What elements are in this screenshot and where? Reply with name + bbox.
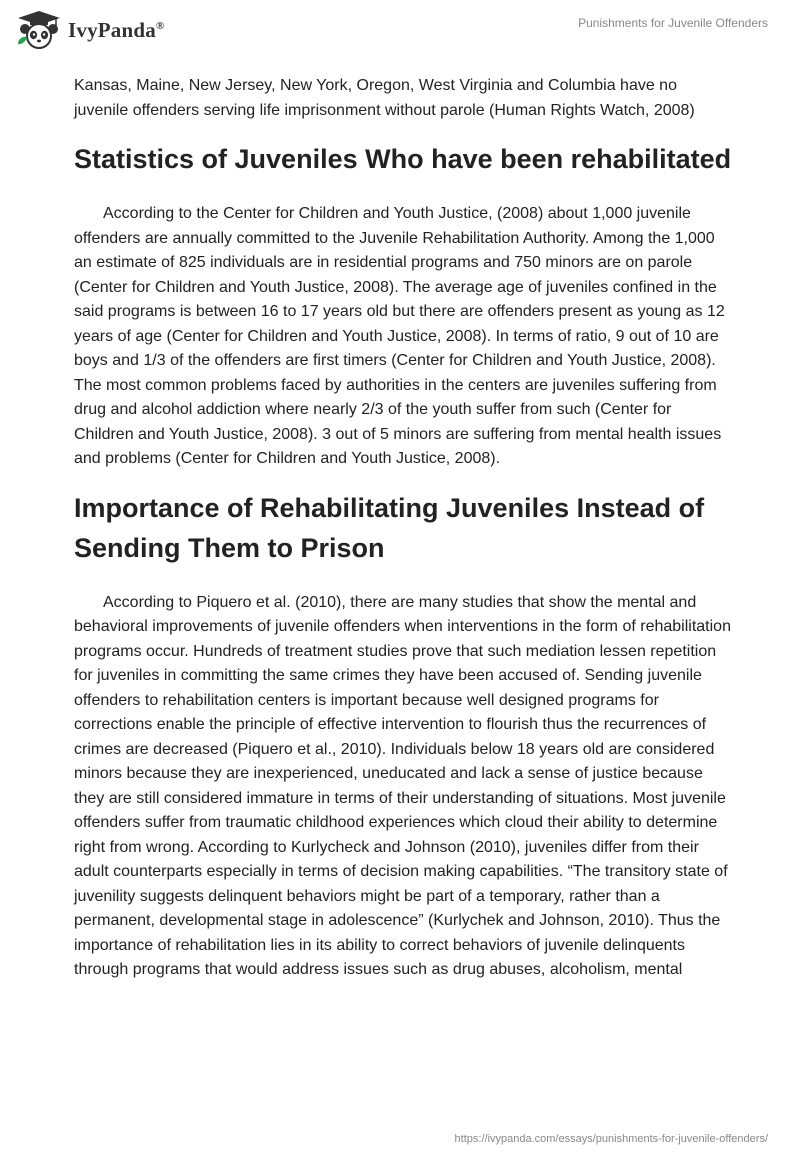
statistics-paragraph: According to the Center for Children and Youth Justice, (2008) about 1,000 juvenile offenders are annually committed to the Juvenile Rehabilitation Authority. Among the 1,000 an estimate of 825 individuals are in residential programs and 750 minors are on parole (Center for Children and Youth Justice, 2008). The average age of juveniles confined in the said programs is between 16 to 17 years old but there are offenders present as young as 12 years of age (Center for Children and Youth Justice, 2008). In terms of ratio, 9 out of 10 are boys and 1/3 of the offenders are first timers (Center for Children and Youth Justice, 2008). The most common problems faced by authorities in the centers are juveniles suffering from drug and alcohol addiction where nearly 2/3 of the youth suffer from such (Center for Children and Youth Justice, 2008). 3 out of 5 minors are suffering from mental health issues and problems (Center for Children and Youth Justice, 2008). [74, 205, 725, 467]
brand-logo[interactable] [16, 10, 164, 50]
page-header [0, 0, 800, 60]
brand-name: IvyPanda® [68, 17, 165, 42]
section-heading-statistics: Statistics of Juveniles Who have been rehabilitated [74, 144, 732, 174]
registered-mark: ® [155, 19, 165, 32]
section-heading-importance: Importance of Rehabilitating Juveniles Instead of Sending Them to Prison [74, 492, 705, 563]
document-title: Punishments for Juvenile Offenders [578, 16, 768, 30]
source-url[interactable]: https://ivypanda.com/essays/punishments-for-juvenile-offenders/ [454, 1133, 768, 1145]
importance-paragraph: According to Piquero et al. (2010), there are many studies that show the mental and behavioral improvements of juvenile offenders when interventions in the form of rehabilitation programs occur. Hundreds of treatment studies prove that such mediation lessen repetition for juveniles in committing the same crimes they have been accused of. Sending juvenile offenders to rehabilitation centers is important because well designed programs for corrections enable the principle of effective intervention to flourish thus the recurrences of crimes are decreased (Piquero et al., 2010). Individuals below 18 years old are considered minors because they are inexperienced, uneducated and lack a sense of justice because they are still considered immature in terms of their understanding of situations. Most juvenile offenders suffer from traumatic childhood experiences which cloud their ability to determine right from wrong. According to Kurlycheck and Johnson (2010), juveniles differ from their adult counterparts especially in terms of decision making capabilities. “The transitory state of juvenility suggests delinquent behaviors might be part of a temporary, rather than a permanent, developmental stage in adolescence” (Kurlychek and Johnson, 2010). Thus the importance of rehabilitation lies in its ability to correct behaviors of juvenile delinquents through programs that would address issues such as drug abuses, alcoholism, mental [74, 593, 731, 978]
panda-graduate-logo-icon [16, 10, 62, 50]
intro-paragraph: Kansas, Maine, New Jersey, New York, Oregon, West Virginia and Columbia have no juvenile offenders serving life imprisonment without parole (Human Rights Watch, 2008) [74, 77, 695, 119]
essay-content [74, 74, 734, 983]
